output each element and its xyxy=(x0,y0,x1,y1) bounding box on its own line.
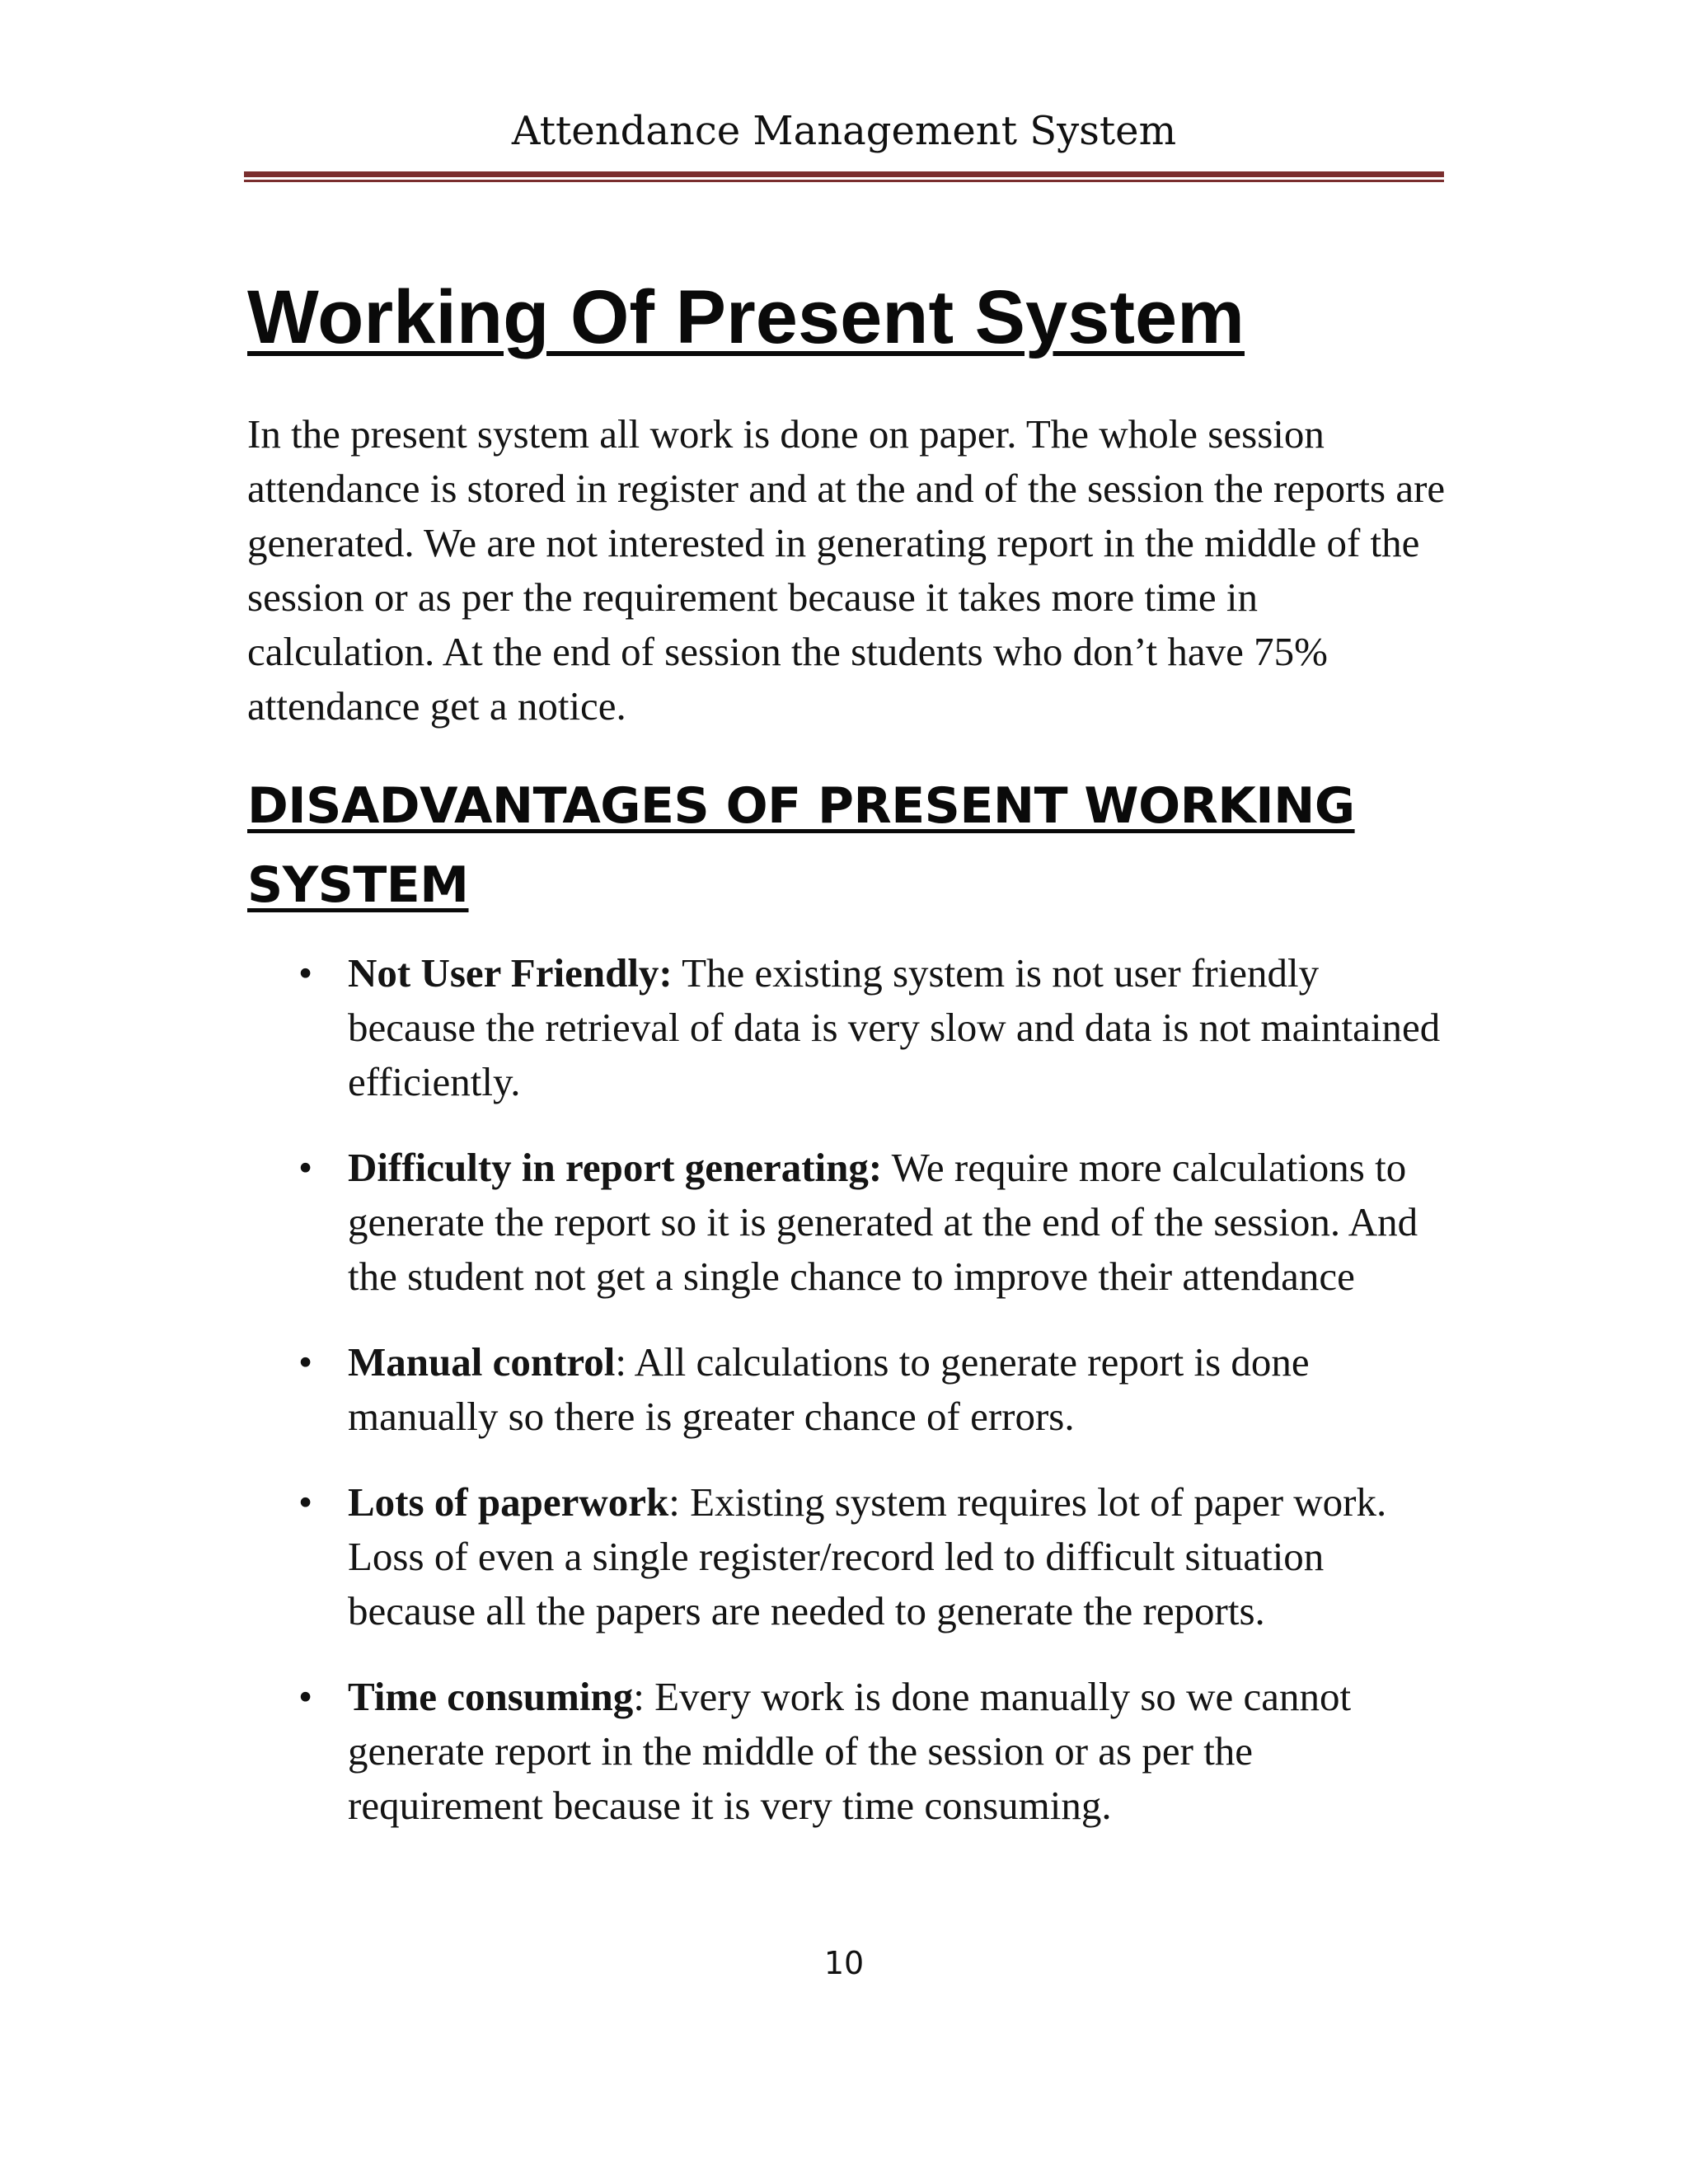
bullet-icon: • xyxy=(298,1479,313,1525)
bullet-text: The existing system is not user friendly because the retrieval of data is very slow and data is not maintained efficiently. xyxy=(348,950,1441,1104)
bullet-term: Difficulty in report generating: xyxy=(348,1145,883,1190)
section-heading: DISADVANTAGES OF PRESENT WORKING SYSTEM xyxy=(247,777,1355,914)
page-number: 10 xyxy=(823,1945,865,1981)
bullet-text: We require more calculations to generate the report so it is generated at the end of the session. And the student not get a single chance to improve their attendance xyxy=(348,1145,1418,1299)
list-item xyxy=(247,1670,1451,1833)
bullet-icon: • xyxy=(298,1145,313,1190)
bullet-term: Time consuming xyxy=(348,1674,634,1719)
header-rule-secondary xyxy=(244,180,1444,182)
bullet-term: Not User Friendly: xyxy=(348,950,673,996)
page-title: Working Of Present System xyxy=(247,275,1245,359)
disadvantages-list xyxy=(247,946,1451,1864)
bullet-text: : Every work is done manually so we cannot generate report in the middle of the session or as per the requirement because it is very time consuming. xyxy=(348,1674,1352,1828)
list-item xyxy=(247,1335,1451,1444)
list-item xyxy=(247,1475,1451,1638)
bullet-icon: • xyxy=(298,950,313,996)
bullet-icon: • xyxy=(298,1339,313,1385)
bullet-text: : Existing system requires lot of paper work. Loss of even a single register/record led to difficult situation because all the papers are needed to generate the reports. xyxy=(348,1479,1387,1633)
bullet-term: Lots of paperwork xyxy=(348,1479,669,1525)
running-header: Attendance Management System xyxy=(511,108,1177,154)
bullet-term: Manual control xyxy=(348,1339,616,1385)
bullet-text: : All calculations to generate report is done manually so there is greater chance of errors. xyxy=(348,1339,1310,1439)
list-item xyxy=(247,1141,1451,1304)
header-rule xyxy=(244,171,1444,177)
bullet-icon: • xyxy=(298,1674,313,1719)
intro-paragraph: In the present system all work is done on paper. The whole session attendance is stored in register and at the and of the session the reports are generated. We are not interested in generating report in the middle of the session or as per the requirement because it takes more time in calculation. At the end of session the students who don’t have 75% attendance get a notice. xyxy=(247,411,1446,729)
list-item xyxy=(247,946,1451,1109)
